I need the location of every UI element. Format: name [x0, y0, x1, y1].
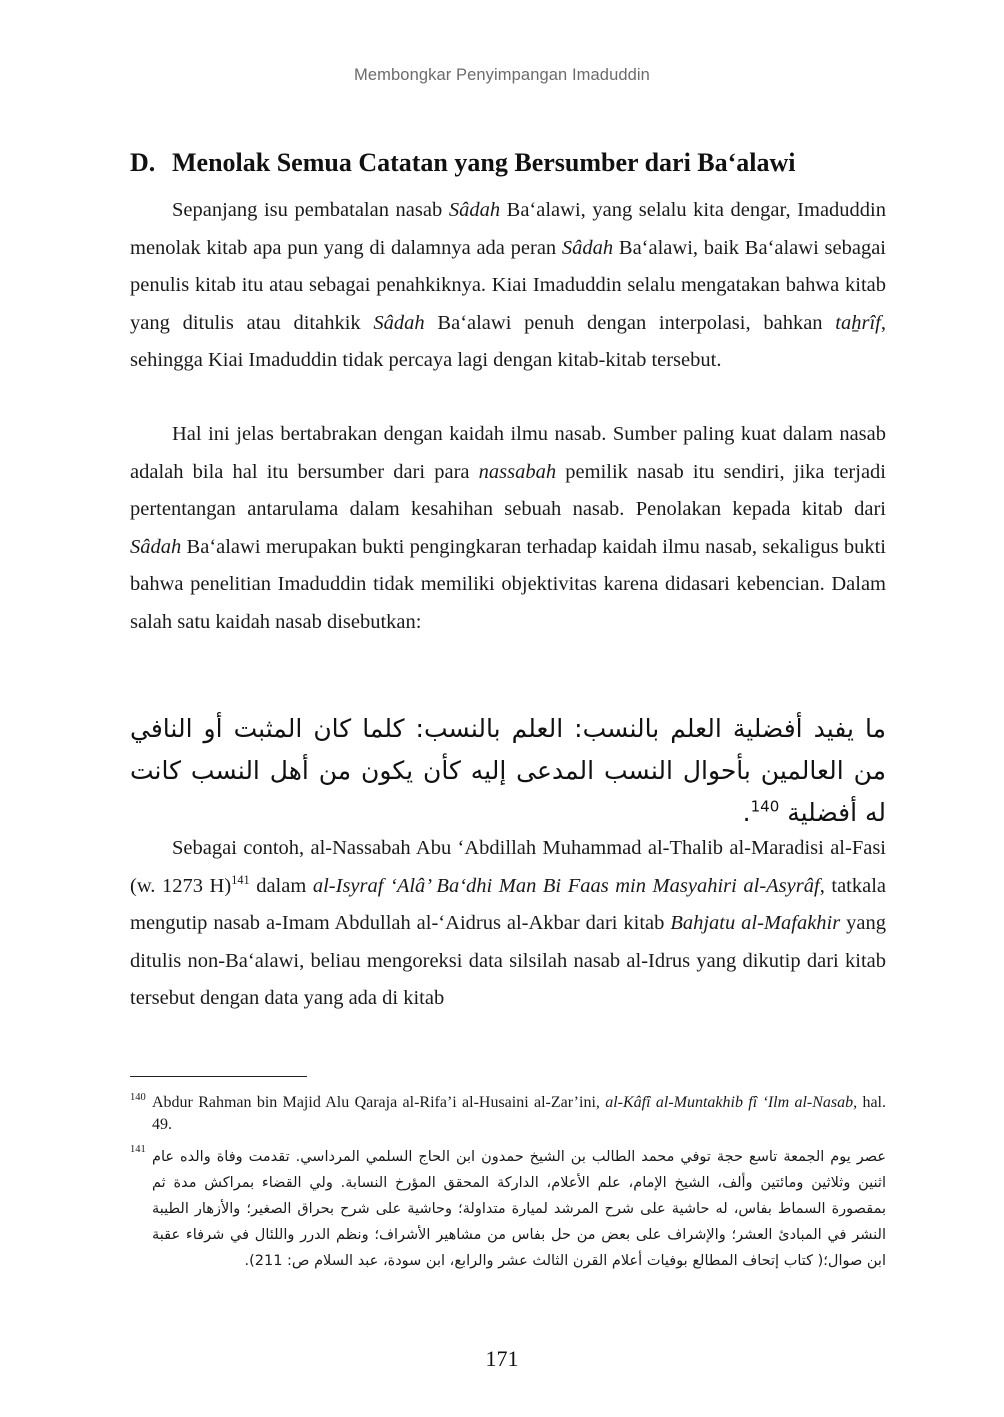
text-run: , sehingga Kiai Imaduddin tidak percaya lagi dengan kitab-kitab tersebut.: [130, 311, 886, 371]
italic-term: Sâdah: [561, 236, 614, 259]
footnote-number: 140: [130, 1092, 146, 1103]
page-number: 171: [485, 1346, 519, 1371]
italic-title: al-Kâfî al-Muntakhib fî ‘Ilm al-Nasab: [605, 1094, 854, 1111]
italic-term: taẖrîf: [835, 311, 881, 334]
text-run: Sebagai contoh, al-Nassabah Abu ‘Abdillah Muhammad al-Thalib al-Maradisi al-Fasi (w. 1273 H): [130, 837, 886, 897]
footnote-arabic-text: عصر يوم الجمعة تاسع حجة توفي محمد الطالب بن الشيخ حمدون ابن الحاج السلمي المرداسي. تقدمت وفاة والده عام اثنين وثلاثين ومائتين وألف، الشيخ الإمام، علم الأعلام، الداركة المحقق المؤرخ النسابة. ولي القضاء بمراكش مدة ثم بمقصورة السماط بفاس، له حاشية على شرح المرشد لميارة متداولة؛ وحاشية على شرح بحراق الصغير؛ والأزهار الطيبة النشر في المبادئ العشر؛ والإشراف على بعض من حل بفاس من مشاهير الأشراف؛ ونظم الدرر واللئال في شرفاء عقبة ابن صوال؛( كتاب إتحاف المطالع بوفيات أعلام القرن الثالث عشر والرابع، ابن سودة، عبد السلام ص: 211).: [152, 1149, 886, 1269]
footnote-ref-140[interactable]: 140: [750, 797, 780, 816]
text-run: Ba‘alawi penuh dengan interpolasi, bahkan: [424, 311, 836, 334]
text-run: dalam: [249, 874, 313, 897]
arabic-quote: [130, 708, 886, 834]
italic-term: Sâdah: [373, 311, 425, 334]
italic-title: al-Isyraf ‘Alâ’ Ba‘dhi Man Bi Faas min Masyahiri al-Asyrâf: [312, 874, 820, 897]
italic-term: Sâdah: [448, 199, 501, 221]
italic-title: Bahjatu al-Mafakhir: [670, 912, 841, 934]
footnote-140: [130, 1092, 886, 1135]
section-letter: D.: [130, 148, 156, 177]
text-run: , hal. 49.: [152, 1094, 887, 1133]
text-run: , tatkala mengutip nasab a-Imam Abdullah al-‘Aidrus al-Akbar dari kitab: [130, 874, 887, 934]
paragraph-1: [130, 192, 886, 380]
text-run: Hal ini jelas bertabrakan dengan kaidah ilmu nasab. Sumber paling kuat dalam nasab adalah bila hal itu bersumber dari para: [130, 423, 886, 483]
text-run: pemilik nasab itu sendiri, jika terjadi pertentangan antarulama dalam kesahihan sebuah nasab. Penolakan kepada kitab dari: [130, 460, 887, 520]
text-run: Ba‘alawi, yang selalu kita dengar, Imaduddin menolak kitab apa pun yang di dalamnya ada peran: [130, 199, 886, 259]
text-run: Ba‘alawi merupakan bukti pengingkaran terhadap kaidah ilmu nasab, sekaligus bukti bahwa penelitian Imaduddin tidak memiliki objektivitas karena didasari kebencian. Dalam salah satu kaidah nasab disebutkan:: [130, 535, 886, 633]
italic-term: Sâdah: [130, 535, 182, 558]
footnote-number: 141: [130, 1144, 146, 1155]
italic-term: nassabah: [478, 460, 557, 483]
text-run: .: [742, 798, 751, 827]
text-run: Ba‘alawi, baik Ba‘alawi sebagai penulis kitab itu atau sebagai penahkiknya. Kiai Imaduddin selalu mengatakan bahwa kitab yang ditulis atau ditahkik: [130, 236, 886, 334]
paragraph-2: [130, 416, 886, 641]
footnote-ref-141[interactable]: 141: [231, 872, 250, 887]
arabic-quote-text: ما يفيد أفضلية العلم بالنسب: العلم بالنسب: كلما كان المثبت أو النافي من العالمين بأحوال النسب المدعى إليه كأن يكون من أهل النسب كانت له أفضلية: [130, 714, 886, 827]
section-heading: [130, 148, 890, 178]
footnote-divider: [130, 1076, 307, 1077]
text-run: Sepanjang isu pembatalan nasab: [172, 199, 449, 221]
text-run: Abdur Rahman bin Majid Alu Qaraja al-Rifa’i al-Husaini al-Zar’ini,: [152, 1094, 606, 1111]
text-run: yang ditulis non-Ba‘alawi, beliau mengoreksi data silsilah nasab al-Idrus yang dikutip dari kitab tersebut dengan data yang ada di kitab: [130, 912, 887, 1009]
footnote-141: [130, 1144, 886, 1274]
section-title: Menolak Semua Catatan yang Bersumber dari Ba‘alawi: [172, 148, 796, 177]
paragraph-3: [130, 830, 886, 1018]
running-head: Membongkar Penyimpangan Imaduddin: [354, 66, 650, 84]
